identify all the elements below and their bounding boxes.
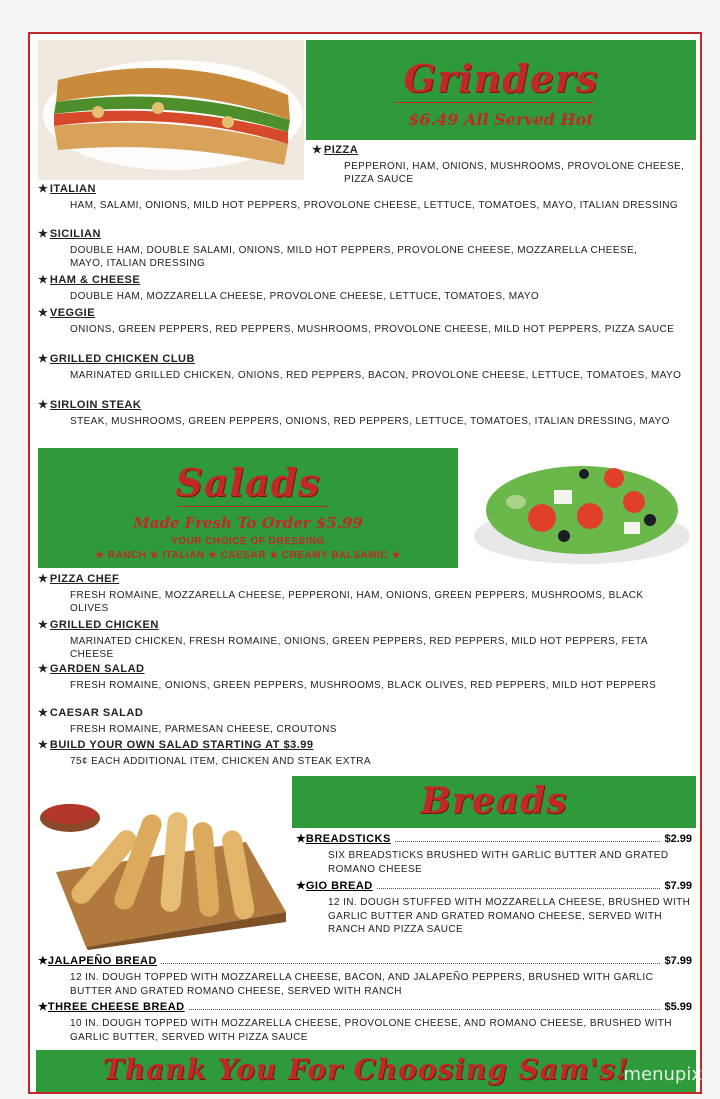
menu-page bbox=[28, 32, 702, 1094]
star-icon: ★ bbox=[38, 228, 48, 240]
grinder-item-veggie: ★ VEGGIE ONIONS, GREEN PEPPERS, RED PEPPERS, MUSHROOMS, PROVOLONE CHEESE, MILD HOT PEPPERS, PIZZA SAUCE bbox=[38, 307, 675, 335]
salad-item-build-your-own: ★ BUILD YOUR OWN SALAD STARTING AT $3.99 75¢ EACH ADDITIONAL ITEM, CHICKEN AND STEAK EXTRA bbox=[38, 739, 371, 767]
star-icon: ★ bbox=[38, 955, 48, 967]
grinder-item-pizza: ★ PIZZA PEPPERONI, HAM, ONIONS, MUSHROOMS, PROVOLONE CHEESE, PIZZA SAUCE bbox=[312, 144, 685, 185]
star-icon: ★ bbox=[38, 183, 48, 195]
star-icon: ★ bbox=[38, 353, 48, 365]
bread-item-name: BREADSTICKS bbox=[305, 833, 391, 845]
star-icon: ★ bbox=[38, 707, 48, 719]
grinders-banner bbox=[306, 40, 696, 140]
bread-item-breadsticks-row bbox=[296, 832, 692, 845]
star-icon: ★ bbox=[38, 573, 48, 585]
bread-item-gio-bread-desc: 12 IN. DOUGH STUFFED WITH MOZZARELLA CHEESE, BRUSHED WITH GARLIC BUTTER AND GRATED ROMANO CHEESE, SERVED WITH RANCH AND PIZZA SAUCE bbox=[328, 897, 691, 935]
grinders-subtitle: $6.49 All Served Hot bbox=[408, 110, 594, 129]
star-icon: ★ bbox=[296, 833, 306, 845]
bread-item-price: $2.99 bbox=[664, 833, 692, 845]
grinder-item-sirloin-steak: ★ SIRLOIN STEAK STEAK, MUSHROOMS, GREEN PEPPERS, ONIONS, RED PEPPERS, LETTUCE, TOMATOES, ITALIAN DRESSING, MAYO bbox=[38, 399, 670, 427]
grinders-title-underline bbox=[394, 102, 594, 103]
bread-item-name: JALAPEÑO BREAD bbox=[47, 955, 157, 967]
bread-item-name: THREE CHEESE BREAD bbox=[47, 1001, 185, 1013]
salads-dressings: ★ RANCH ★ ITALIAN ★ CAESAR ★ CREAMY BALSAMIC ★ bbox=[95, 550, 401, 561]
star-icon: ★ bbox=[312, 144, 322, 156]
dot-leader bbox=[395, 841, 661, 842]
salad-item-pizza-chef: ★ PIZZA CHEF FRESH ROMAINE, MOZZARELLA CHEESE, PEPPERONI, HAM, ONIONS, GREEN PEPPERS, MUSHROOMS, BLACK OLIVES bbox=[38, 573, 644, 614]
salads-title: Salads bbox=[175, 460, 321, 505]
bread-item-breadsticks-desc: SIX BREADSTICKS BRUSHED WITH GARLIC BUTTER AND GRATED ROMANO CHEESE bbox=[328, 850, 669, 875]
breads-title: Breads bbox=[420, 780, 568, 822]
menupix-watermark: menupix bbox=[623, 1064, 702, 1085]
grinders-title: Grinders bbox=[403, 56, 599, 101]
grinder-sandwich-image bbox=[38, 40, 304, 180]
star-icon: ★ bbox=[38, 307, 48, 319]
star-icon: ★ bbox=[38, 739, 48, 751]
bread-item-three-cheese-row bbox=[38, 1000, 692, 1013]
bread-item-gio-bread-row bbox=[296, 879, 692, 892]
dot-leader bbox=[161, 963, 661, 964]
footer-thank-you: Thank You For Choosing Sam's! bbox=[102, 1053, 630, 1086]
salad-item-caesar: ★ CAESAR SALAD FRESH ROMAINE, PARMESAN CHEESE, CROUTONS bbox=[38, 707, 337, 735]
star-icon: ★ bbox=[38, 1001, 48, 1013]
salads-title-underline bbox=[178, 506, 328, 507]
bread-item-price: $5.99 bbox=[664, 1001, 692, 1013]
salads-dressing-label: YOUR CHOICE OF DRESSING bbox=[171, 536, 325, 547]
star-icon: ★ bbox=[38, 399, 48, 411]
bread-item-jalapeno-bread-row bbox=[38, 954, 692, 967]
breads-banner bbox=[292, 776, 696, 828]
star-icon: ★ bbox=[38, 274, 48, 286]
salads-subtitle: Made Fresh To Order $5.99 bbox=[133, 514, 363, 532]
star-icon: ★ bbox=[296, 880, 306, 892]
bread-item-price: $7.99 bbox=[664, 880, 692, 892]
dot-leader bbox=[189, 1009, 661, 1010]
dot-leader bbox=[377, 888, 661, 889]
grinder-item-grilled-chicken-club: ★ GRILLED CHICKEN CLUB MARINATED GRILLED CHICKEN, ONIONS, RED PEPPERS, BACON, PROVOLONE CHEESE, LETTUCE, TOMATOES, MAYO bbox=[38, 353, 682, 381]
salad-bowl-image bbox=[464, 438, 696, 578]
breadsticks-image bbox=[36, 782, 288, 950]
footer-banner bbox=[36, 1050, 696, 1092]
star-icon: ★ bbox=[38, 619, 48, 631]
salad-item-grilled-chicken: ★ GRILLED CHICKEN MARINATED CHICKEN, FRESH ROMAINE, ONIONS, GREEN PEPPERS, RED PEPPERS, MILD HOT PEPPERS, FETA CHEESE bbox=[38, 619, 648, 660]
salads-banner bbox=[38, 448, 458, 568]
grinder-item-sicilian: ★ SICILIAN DOUBLE HAM, DOUBLE SALAMI, ONIONS, MILD HOT PEPPERS, PROVOLONE CHEESE, MOZZARELLA CHEESE, MAYO, ITALIAN DRESSING bbox=[38, 228, 638, 269]
salad-item-garden-salad: ★ GARDEN SALAD FRESH ROMAINE, ONIONS, GREEN PEPPERS, MUSHROOMS, BLACK OLIVES, RED PEPPERS, MILD HOT PEPPERS bbox=[38, 663, 657, 691]
bread-item-jalapeno-bread-desc: 12 IN. DOUGH TOPPED WITH MOZZARELLA CHEESE, BACON, AND JALAPEÑO PEPPERS, BRUSHED WITH GARLIC BUTTER AND GRATED ROMANO CHEESE, SERVED WITH RANCH bbox=[70, 972, 654, 997]
star-icon: ★ bbox=[38, 663, 48, 675]
bread-item-name: GIO BREAD bbox=[305, 880, 373, 892]
bread-item-three-cheese-desc: 10 IN. DOUGH TOPPED WITH MOZZARELLA CHEESE, PROVOLONE CHEESE, AND ROMANO CHEESE, BRUSHED WITH GARLIC BUTTER, SERVED WITH PIZZA SAUCE bbox=[70, 1018, 672, 1043]
grinder-item-ham-cheese: ★ HAM & CHEESE DOUBLE HAM, MOZZARELLA CHEESE, PROVOLONE CHEESE, LETTUCE, TOMATOES, MAYO bbox=[38, 274, 540, 302]
bread-item-price: $7.99 bbox=[664, 955, 692, 967]
grinder-item-italian: ★ ITALIAN HAM, SALAMI, ONIONS, MILD HOT PEPPERS, PROVOLONE CHEESE, LETTUCE, TOMATOES, MAYO, ITALIAN DRESSING bbox=[38, 183, 679, 211]
